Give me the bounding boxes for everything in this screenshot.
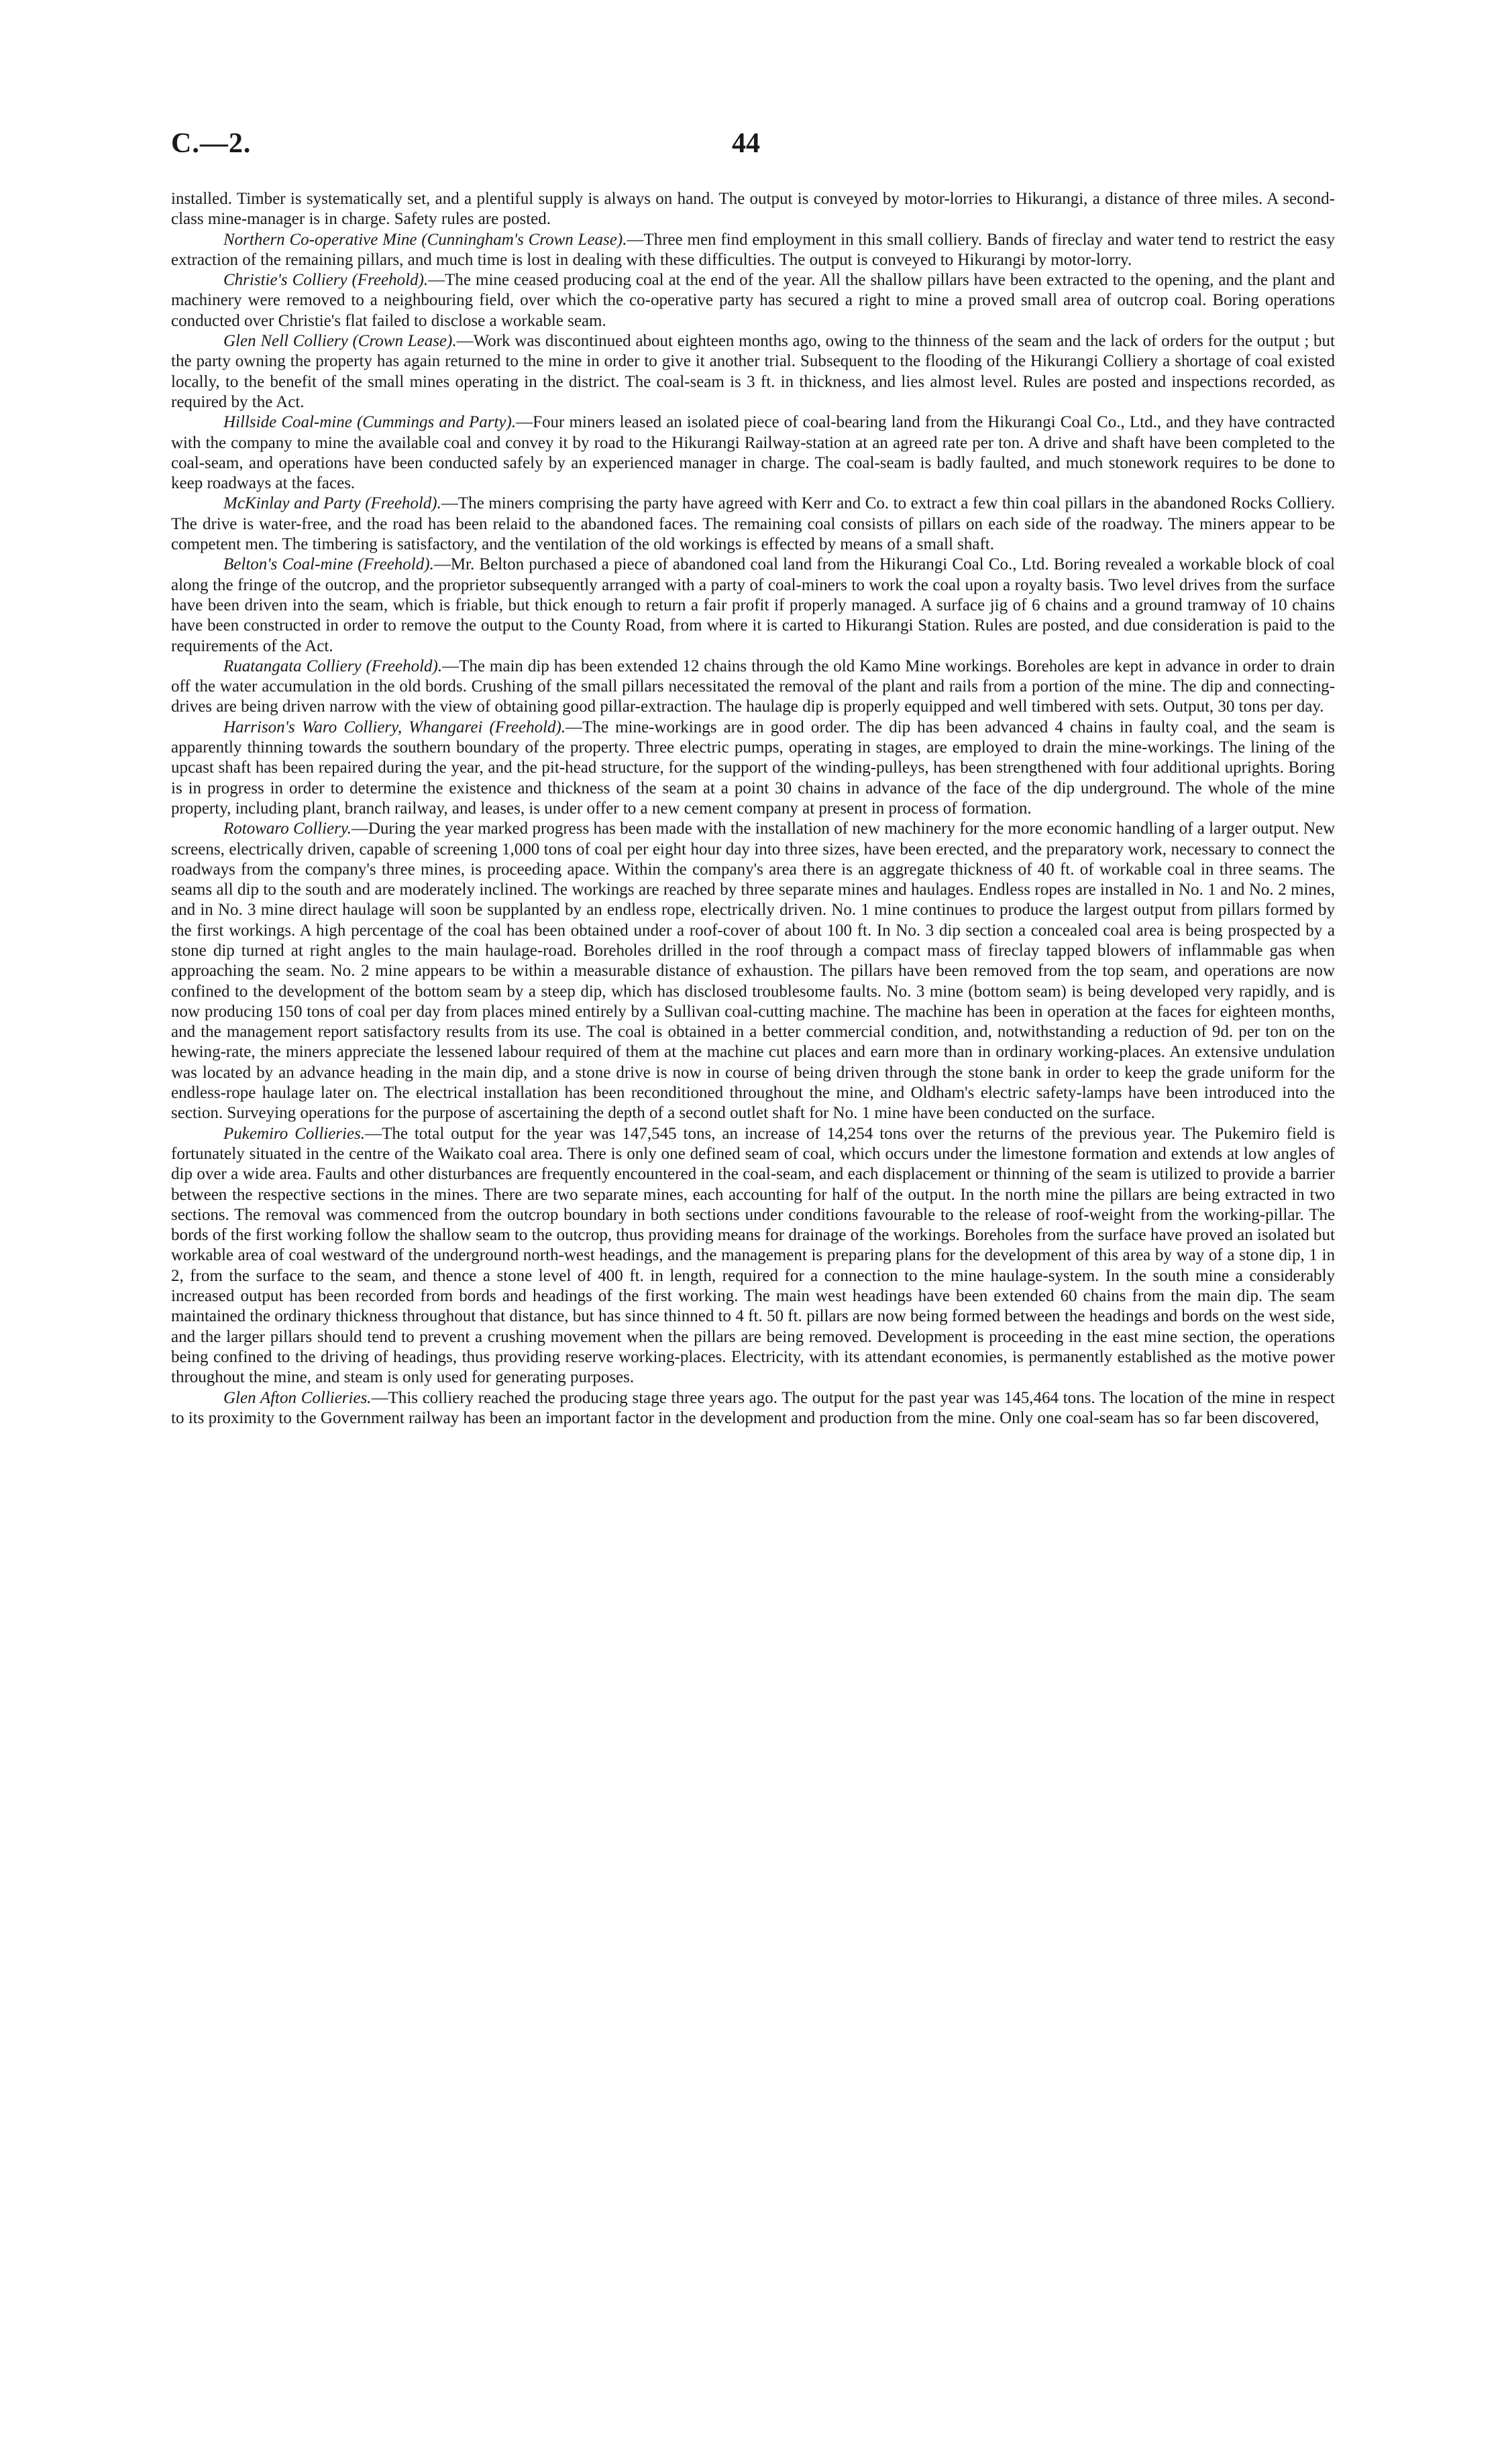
paragraph-continued bbox=[171, 189, 1335, 230]
paragraph-heading: Glen Afton Collieries. bbox=[223, 1388, 372, 1407]
paragraph-text: —Four miners leased an isolated piece of coal-bearing land from the Hikurangi Coal Co., Ltd., and they have contracted with the company to mine the available coal and convey it by road to the Hikurangi Railway-station at an agreed rate per ton. A drive and shaft have been completed to the coal-seam, and operations have been conducted safely by an experienced manager in charge. The coal-seam is badly faulted, and much stonework requires to be done to keep roadways at the faces. bbox=[171, 413, 1335, 493]
paragraph-heading: Hillside Coal-mine (Cummings and Party). bbox=[223, 413, 517, 432]
page-number: 44 bbox=[732, 128, 760, 159]
paragraph-text: —The total output for the year was 147,545 tons, an increase of 14,254 tons over the returns of the previous year. The Pukemiro field is fortunately situated in the centre of the Waikato coal area. There is only one defined seam of coal, which occurs under the limestone formation and extends at low angles of dip over a wide area. Faults and other disturbances are frequently encountered in the coal-seam, and each displacement or thinning of the seam is utilized to provide a barrier between the respective sections in the mines. There are two separate mines, each accounting for half of the output. In the north mine the pillars are being extracted in two sections. The removal was commenced from the outcrop boundary in both sections under conditions favourable to the release of roof-weight from the working-pillar. The bords of the first working follow the shallow seam to the outcrop, thus providing means for drainage of the workings. Boreholes from the surface have proved an isolated but workable area of coal westward of the underground north-west headings, and the management is preparing plans for the development of this area by way of a stone dip, 1 in 2, from the surface to the seam, and thence a stone level of 400 ft. in length, required for a connection to the mine haulage-system. In the south mine a considerably increased output has been recorded from bords and headings of the first working. The main west headings have been extended 60 chains from the main dip. The seam maintained the ordinary thickness throughout that distance, but has since thinned to 4 ft. 50 ft. pillars are now being formed between the headings and bords on the west side, and the larger pillars should tend to prevent a crushing movement when the pillars are being removed. Development is proceeding in the east mine section, the operations being confined to the driving of headings, thus providing reserve working-places. Electricity, with its attendant economies, is permanently established as the motive power throughout the mine, and steam is only used for generating purposes. bbox=[171, 1124, 1336, 1387]
paragraph-text: installed. Timber is systematically set, and a plentiful supply is always on hand. The output is conveyed by motor-lorries to Hikurangi, a distance of three miles. A second-class mine-manager is in charge. Safety rules are posted. bbox=[171, 190, 1335, 229]
paragraph-rotowaro-colliery bbox=[171, 819, 1335, 1123]
paragraph-text: —During the year marked progress has been made with the installation of new machinery for the more economic handling of a larger output. New screens, electrically driven, capable of screening 1,000 tons of coal per eight hour day into three sizes, have been erected, and the preparatory work, necessary to connect the roadways from the company's three mines, is proceeding apace. Within the company's area there is an aggregate thickness of 40 ft. of workable coal in three seams. The seams all dip to the south and are moderately inclined. The workings are reached by three separate mines and haulages. Endless ropes are installed in No. 1 and No. 2 mines, and in No. 3 mine direct haulage will soon be supplanted by an endless rope, electrically driven. No. 1 mine continues to produce the largest output from pillars formed by the first workings. A high percentage of the coal has been obtained under a roof-cover of about 100 ft. In No. 3 dip section a concealed coal area is being prospected by a stone dip turned at right angles to the main haulage-road. Boreholes drilled in the roof through a compact mass of fireclay tapped blowers of inflammable gas when approaching the seam. No. 2 mine appears to be within a measurable distance of exhaustion. The pillars have been removed from the top seam, and operations are now confined to the development of the bottom seam by a steep dip, which has disclosed troublesome faults. No. 3 mine (bottom seam) is being developed very rapidly, and is now producing 150 tons of coal per day from places mined entirely by a Sullivan coal-cutting machine. The machine has been in operation at the faces for eighteen months, and the management report satisfactory results from its use. The coal is obtained in a better commercial condition, and, notwithstanding a reduction of 9d. per ton on the hewing-rate, the miners appreciate the lessened labour required of them at the machine cut places and earn more than in ordinary working-places. An extensive undulation was located by an advance heading in the main dip, and a stone drive is now in course of being driven through the stone bank in order to keep the grade uniform for the endless-rope haulage later on. The electrical installation has been reconditioned throughout the mine, and Oldham's electric safety-lamps have been introduced into the section. Surveying operations for the purpose of ascertaining the depth of a second outlet shaft for No. 1 mine have been conducted on the surface. bbox=[171, 820, 1335, 1123]
paragraph-glen-nell-colliery bbox=[171, 331, 1335, 412]
document-reference: C.—2. bbox=[171, 128, 252, 159]
paragraph-mckinlay-and-party bbox=[171, 494, 1335, 555]
paragraph-text: —The mine-workings are in good order. The dip has been advanced 4 chains in faulty coal, and the seam is apparently thinning towards the southern boundary of the property. Three electric pumps, operating in stages, are employed to drain the mine-workings. The lining of the upcast shaft has been repaired during the year, and the pit-head structure, for the support of the winding-pulleys, has been strengthened with four additional uprights. Boring is in progress in order to determine the existence and thickness of the seam at a point 30 chains in advance of the face of the dip underground. The whole of the mine property, including plant, branch railway, and leases, is under offer to a new cement company at present in process of formation. bbox=[171, 718, 1335, 818]
paragraph-beltons-coal-mine bbox=[171, 555, 1335, 656]
paragraph-heading: Pukemiro Collieries. bbox=[223, 1124, 366, 1143]
paragraph-heading: Christie's Colliery (Freehold). bbox=[223, 271, 429, 290]
paragraph-text: —Work was discontinued about eighteen months ago, owing to the thinness of the seam and the lack of orders for the output ; but the party owning the property has again returned to the mine in order to give it another trial. Subsequent to the flooding of the Hikurangi Colliery a shortage of coal existed locally, to the benefit of the small mines operating in the district. The coal-seam is 3 ft. in thickness, and lies almost level. Rules are posted and inspections recorded, as required by the Act. bbox=[171, 332, 1335, 411]
paragraph-text: —Mr. Belton purchased a piece of abandoned coal land from the Hikurangi Coal Co., Ltd. Boring revealed a workable block of coal along the fringe of the outcrop, and the proprietor subsequently arranged with a party of coal-miners to work the coal upon a royalty basis. Two level drives from the surface have been driven into the seam, which is friable, but thick enough to return a fair profit if properly managed. A surface jig of 6 chains and a ground tramway of 10 chains have been constructed in order to remove the output to the County Road, from where it is carted to Hikurangi Station. Rules are posted, and due consideration is paid to the requirements of the Act. bbox=[171, 555, 1335, 655]
paragraph-text: —This colliery reached the producing stage three years ago. The output for the past year was 145,464 tons. The location of the mine in respect to its proximity to the Government railway has been an important factor in the development and production from the mine. Only one coal-seam has so far been discovered, bbox=[171, 1388, 1335, 1427]
paragraph-northern-co-operative bbox=[171, 230, 1335, 271]
paragraph-christies-colliery bbox=[171, 270, 1335, 331]
paragraph-text: —The miners comprising the party have agreed with Kerr and Co. to extract a few thin coal pillars in the abandoned Rocks Colliery. The drive is water-free, and the road has been relaid to the abandoned faces. The remaining coal consists of pillars on each side of the roadway. The miners appear to be competent men. The timbering is satisfactory, and the ventilation of the old workings is effected by means of a small shaft. bbox=[171, 494, 1335, 554]
paragraph-heading: Ruatangata Colliery (Freehold). bbox=[223, 657, 443, 675]
paragraph-heading: Northern Co-operative Mine (Cunningham's Crown Lease). bbox=[223, 230, 627, 249]
paragraph-pukemiro-collieries bbox=[171, 1124, 1335, 1388]
paragraph-heading: Rotowaro Colliery. bbox=[223, 820, 352, 838]
paragraph-heading: Belton's Coal-mine (Freehold). bbox=[223, 555, 434, 574]
paragraph-harrisons-waro-colliery bbox=[171, 718, 1335, 819]
paragraph-text: —The main dip has been extended 12 chains through the old Kamo Mine workings. Boreholes are kept in advance in order to drain off the water accumulation in the old bords. Crushing of the small pillars necessitated the removal of the plant and rails from a portion of the mine. The dip and connecting-drives are being driven narrow with the view of obtaining good pillar-extraction. The haulage dip is properly equipped and well timbered with sets. Output, 30 tons per day. bbox=[171, 657, 1335, 716]
page-header bbox=[171, 127, 1335, 174]
paragraph-heading: Harrison's Waro Colliery, Whangarei (Freehold). bbox=[223, 718, 566, 736]
paragraph-text: —Three men find employment in this small colliery. Bands of fireclay and water tend to restrict the easy extraction of the remaining pillars, and much time is lost in dealing with these difficulties. The output is conveyed to Hikurangi by motor-lorry. bbox=[171, 230, 1336, 269]
paragraph-text: —The mine ceased producing coal at the end of the year. All the shallow pillars have been extracted to the opening, and the plant and machinery were removed to a neighbouring field, over which the co-operative party has secured a right to mine a proved small area of outcrop coal. Boring operations conducted over Christie's flat failed to disclose a workable seam. bbox=[171, 271, 1336, 330]
body-text bbox=[171, 189, 1335, 1429]
paragraph-ruatangata-colliery bbox=[171, 657, 1335, 718]
paragraph-heading: Glen Nell Colliery (Crown Lease). bbox=[223, 332, 457, 351]
paragraph-glen-afton-collieries bbox=[171, 1388, 1335, 1429]
paragraph-hillside-coal-mine bbox=[171, 412, 1335, 494]
paragraph-heading: McKinlay and Party (Freehold). bbox=[223, 494, 441, 513]
